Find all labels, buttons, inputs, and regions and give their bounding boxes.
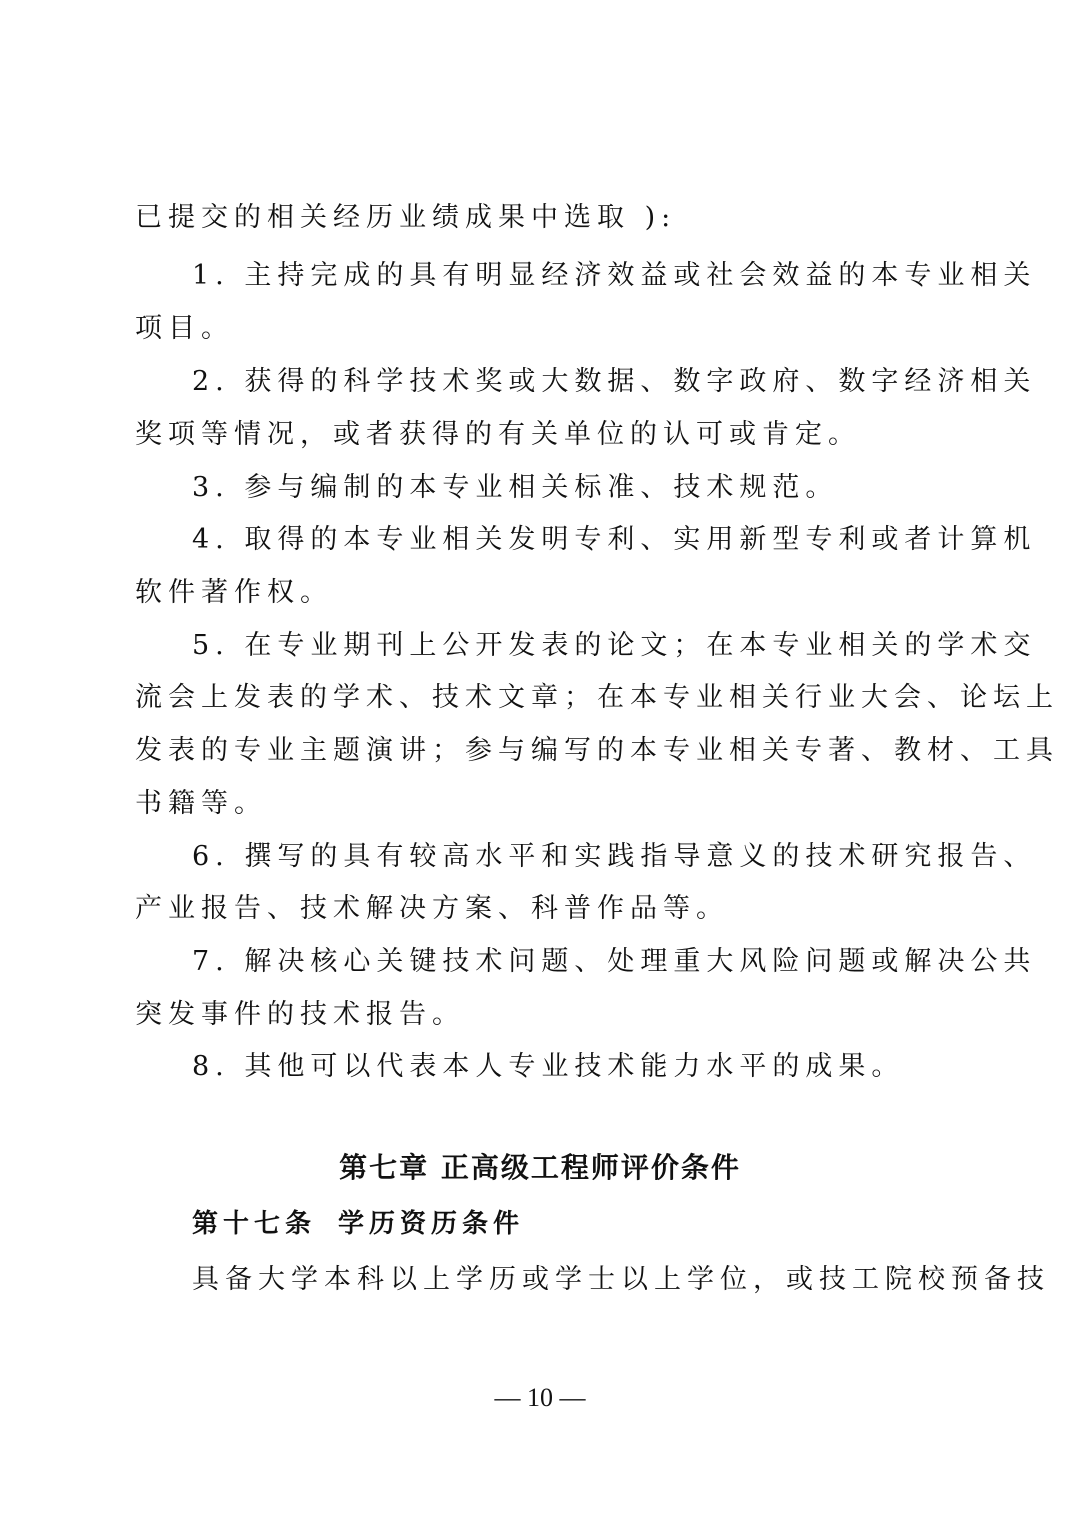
list-item-3: 3. 参与编制的本专业相关标准、技术规范。 [192, 472, 839, 503]
list-item-5-line-1: 5. 在专业期刊上公开发表的论文；在本专业相关的学术交 [192, 630, 1037, 661]
list-item-5-line-2: 流会上发表的学术、技术文章；在本专业相关行业大会、论坛上 [135, 682, 1059, 713]
article-title: 学历资历条件 [338, 1209, 525, 1239]
page-number: — 10 — [494, 1383, 586, 1412]
list-item-5-line-3: 发表的专业主题演讲；参与编写的本专业相关专著、教材、工具 [135, 735, 1059, 766]
list-item-1-line-2: 项目。 [135, 313, 234, 344]
list-item-4-line-1: 4. 取得的本专业相关发明专利、实用新型专利或者计算机 [192, 524, 1037, 555]
list-item-2-line-2: 奖项等情况，或者获得的有关单位的认可或肯定。 [135, 419, 861, 450]
article-heading [192, 1206, 524, 1242]
article-number: 第十七条 [192, 1209, 317, 1239]
list-item-2-line-1: 2. 获得的科学技术奖或大数据、数字政府、数字经济相关 [192, 366, 1037, 397]
list-item-7-line-1: 7. 解决核心关键技术问题、处理重大风险问题或解决公共 [192, 946, 1037, 977]
list-item-1-line-1: 1. 主持完成的具有明显经济效益或社会效益的本专业相关 [192, 260, 1037, 291]
list-item-4-line-2: 软件著作权。 [135, 577, 333, 608]
list-item-7-line-2: 突发事件的技术报告。 [135, 999, 465, 1030]
chapter-title: 第七章 正高级工程师评价条件 [339, 1151, 741, 1184]
list-item-6-line-2: 产业报告、技术解决方案、科普作品等。 [135, 893, 729, 924]
article-body-line: 具备大学本科以上学历或学士以上学位，或技工院校预备技 [192, 1264, 1050, 1295]
list-item-8: 8. 其他可以代表本人专业技术能力水平的成果。 [192, 1051, 905, 1082]
text-line: 已提交的相关经历业绩成果中选取 ): [135, 202, 677, 233]
list-item-5-line-4: 书籍等。 [135, 788, 267, 819]
list-item-6-line-1: 6. 撰写的具有较高水平和实践指导意义的技术研究报告、 [192, 841, 1037, 872]
